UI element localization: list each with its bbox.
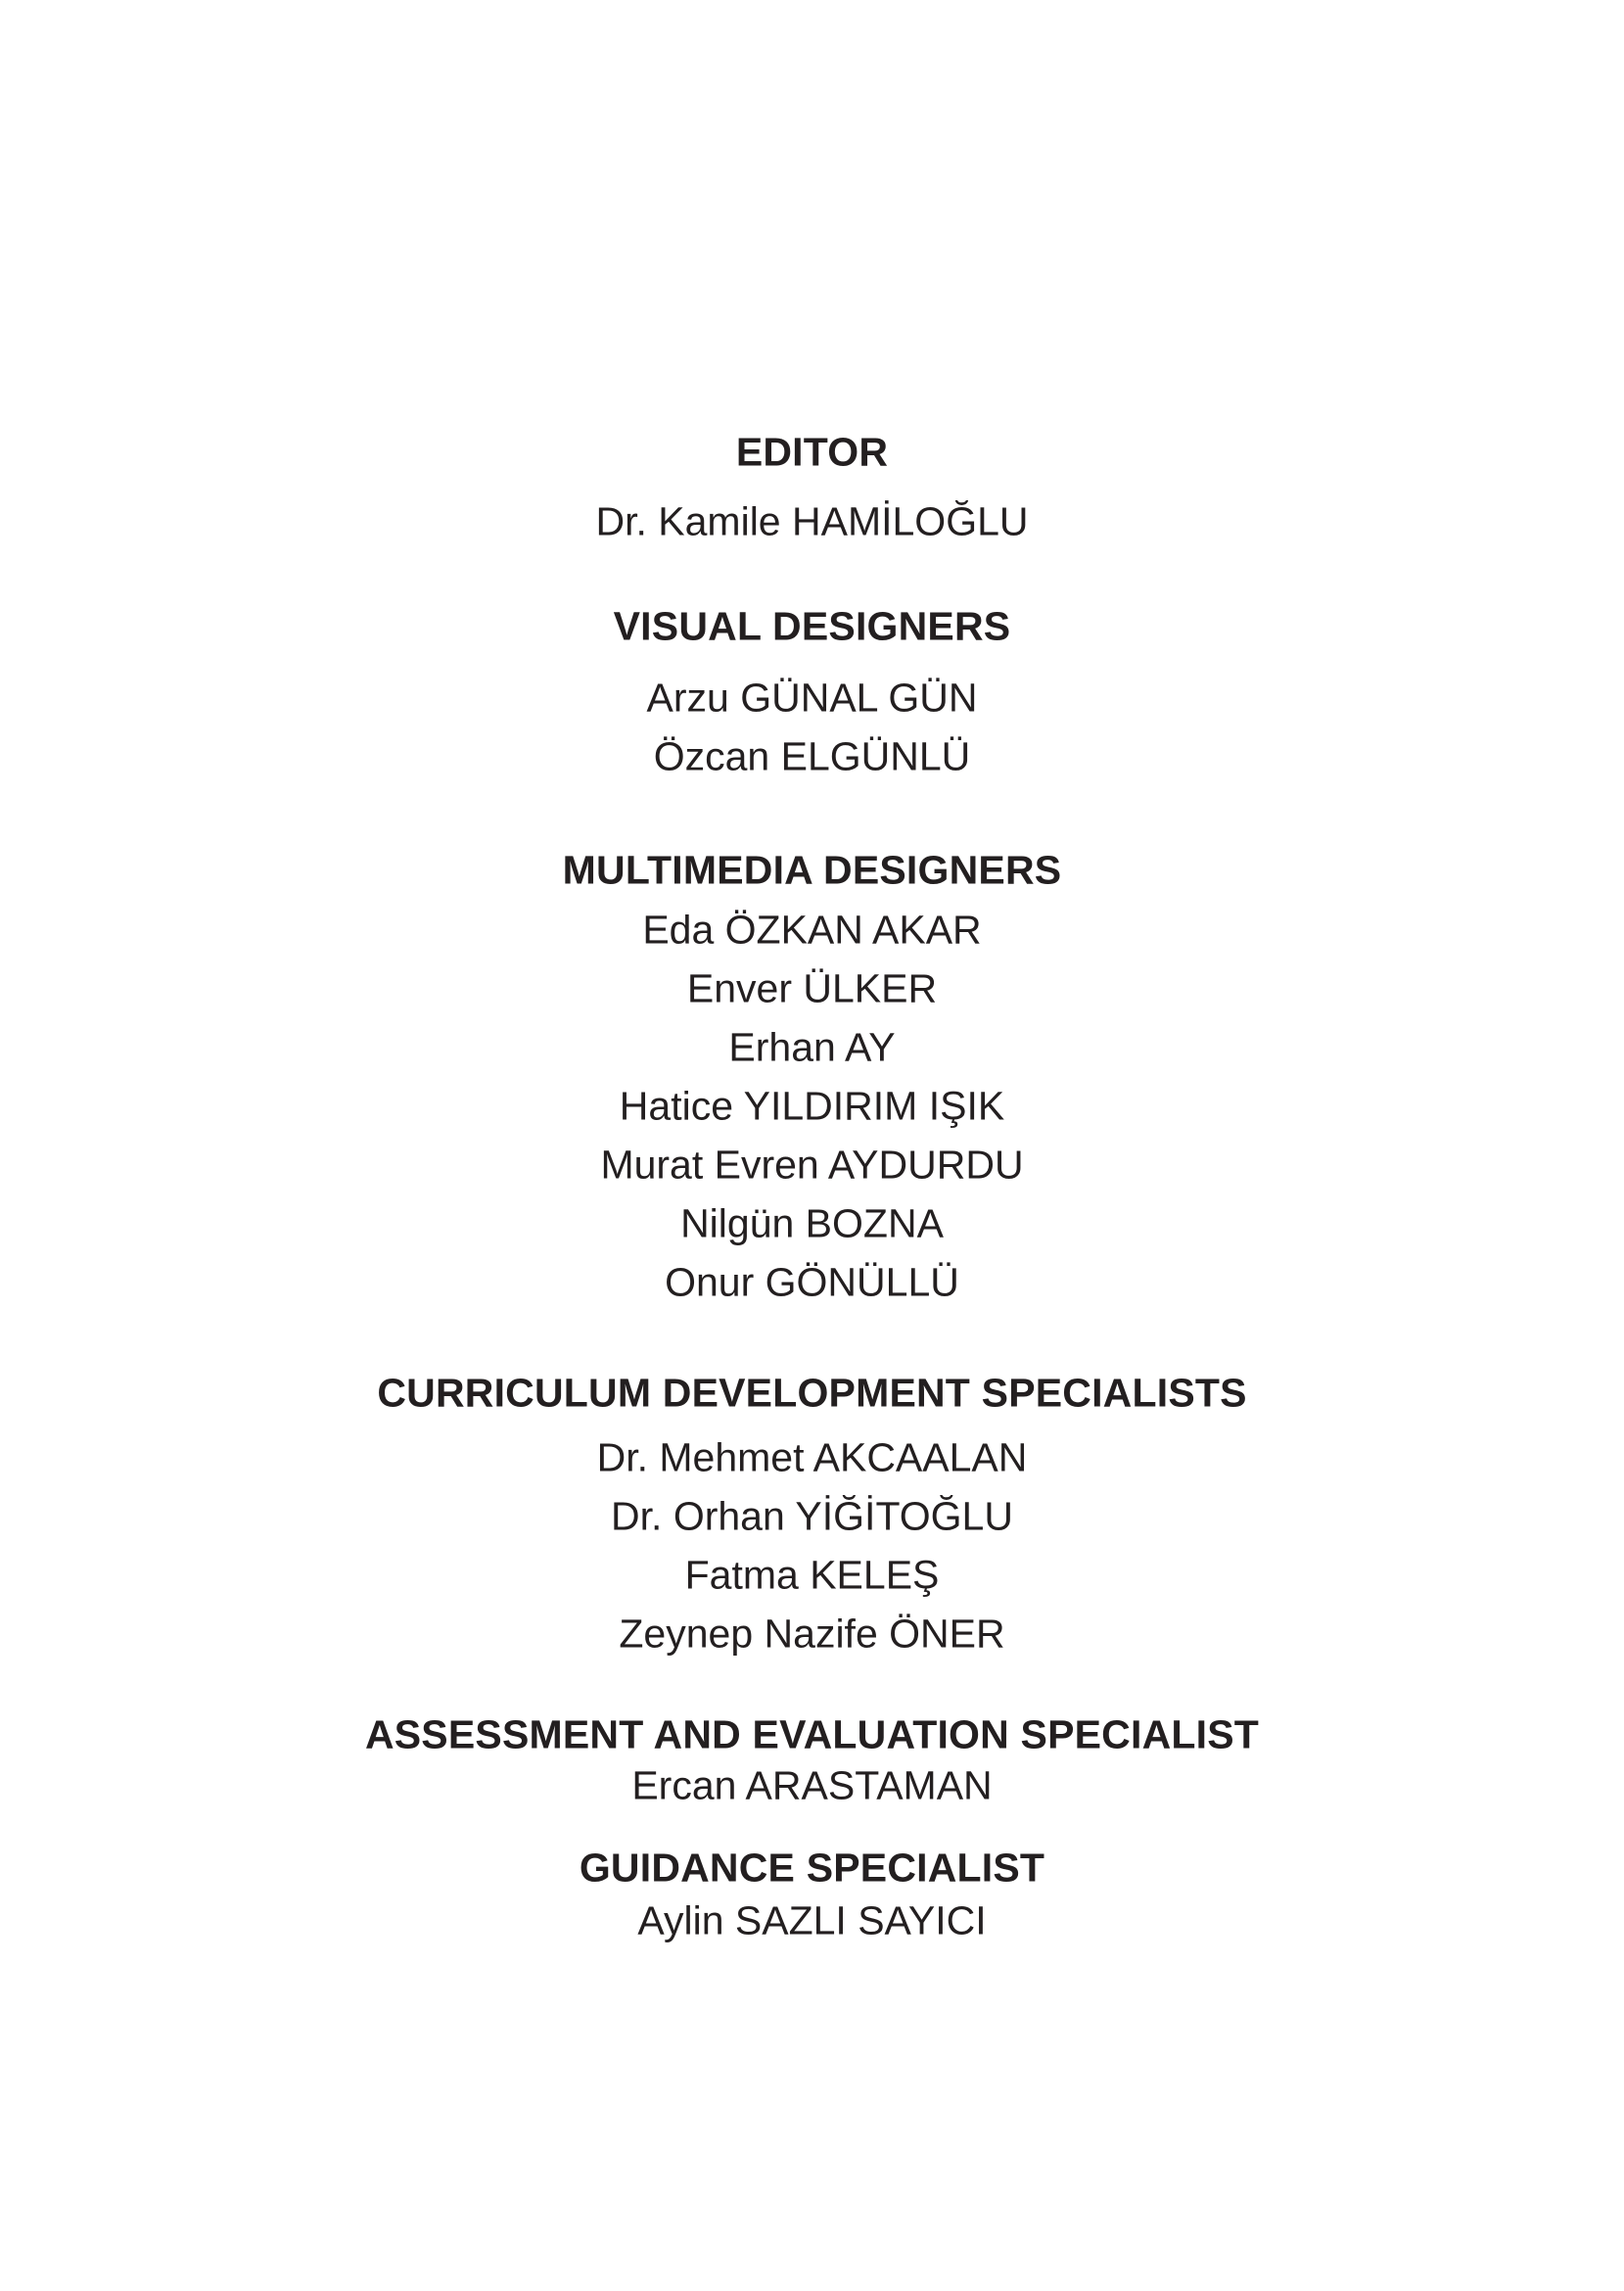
multimedia-designer-name: Enver ÜLKER [686,965,938,1011]
editor-name: Dr. Kamile HAMİLOĞLU [595,498,1029,544]
curriculum-specialist-name: Dr. Mehmet AKCAALAN [596,1434,1028,1480]
assessment-specialist-name: Ercan ARASTAMAN [631,1762,993,1808]
multimedia-designer-name: Hatice YILDIRIM IŞIK [619,1083,1005,1129]
multimedia-designer-name: Erhan AY [728,1024,896,1070]
guidance-specialist-name: Aylin SAZLI SAYICI [637,1897,987,1943]
multimedia-designer-name: Nilgün BOZNA [680,1200,944,1246]
curriculum-specialist-name: Zeynep Nazife ÖNER [619,1611,1005,1657]
curriculum-specialist-name: Fatma KELEŞ [684,1552,940,1598]
curriculum-specialist-name: Dr. Orhan YİĞİTOĞLU [611,1493,1013,1539]
section-heading-assessment-evaluation-specialist: ASSESSMENT AND EVALUATION SPECIALIST [364,1711,1260,1757]
section-heading-curriculum-development-specialists: CURRICULUM DEVELOPMENT SPECIALISTS [377,1370,1247,1416]
section-heading-multimedia-designers: MULTIMEDIA DESIGNERS [562,847,1062,893]
section-heading-editor: EDITOR [735,429,889,475]
section-heading-guidance-specialist: GUIDANCE SPECIALIST [579,1845,1045,1891]
visual-designer-name: Özcan ELGÜNLÜ [653,733,971,779]
multimedia-designer-name: Onur GÖNÜLLÜ [665,1259,959,1305]
visual-designer-name: Arzu GÜNAL GÜN [646,675,978,721]
multimedia-designer-name: Murat Evren AYDURDU [600,1142,1024,1188]
multimedia-designer-name: Eda ÖZKAN AKAR [642,907,982,953]
section-heading-visual-designers: VISUAL DESIGNERS [613,603,1011,649]
